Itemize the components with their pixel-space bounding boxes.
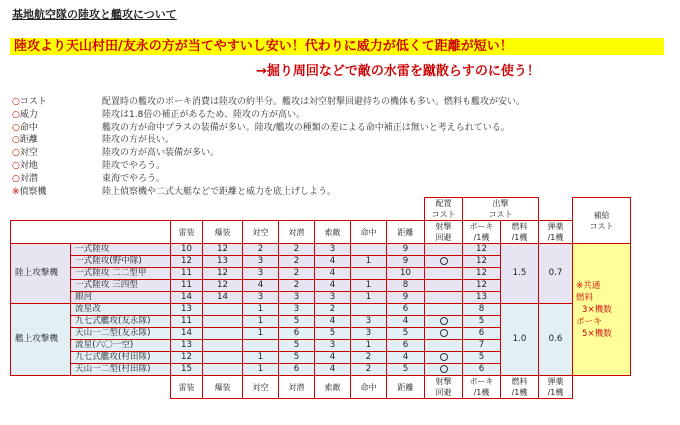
table-cell xyxy=(425,304,463,316)
table-cell: 6 xyxy=(387,304,425,316)
table-cell: 2 xyxy=(279,280,315,292)
note-key: ○対潜 xyxy=(12,173,38,184)
table-cell: 4 xyxy=(243,280,279,292)
table-cell xyxy=(425,316,463,328)
table-cell: 13 xyxy=(463,292,501,304)
table-cell: 9 xyxy=(387,256,425,268)
table-cell: 5 xyxy=(387,328,425,340)
column-header: 索敵 xyxy=(315,221,351,244)
column-header: ボーキ /1機 xyxy=(463,221,501,244)
column-header: 対空 xyxy=(243,376,279,399)
table-cell: 3 xyxy=(315,244,351,256)
column-header: 爆装 xyxy=(203,221,243,244)
note-text: 陸攻の方が高い装備が多い。 xyxy=(102,148,220,159)
note-mark: ○ xyxy=(12,160,20,171)
aircraft-comparison-table xyxy=(10,197,631,399)
table-cell xyxy=(351,304,387,316)
table-cell: 1 xyxy=(243,316,279,328)
aircraft-name: 天山一二型(村田隊) xyxy=(71,364,171,376)
table-cell xyxy=(425,256,463,268)
table-cell: 12 xyxy=(171,256,203,268)
table-cell xyxy=(425,244,463,256)
table-cell: 3 xyxy=(243,268,279,280)
column-header: 射撃 回避 xyxy=(425,221,463,244)
aircraft-name: 銀河 xyxy=(71,292,171,304)
column-header: 対潜 xyxy=(279,221,315,244)
note-key: ※偵察機 xyxy=(12,186,47,197)
table-cell xyxy=(425,268,463,280)
header-row xyxy=(11,221,631,244)
table-cell: 5 xyxy=(279,316,315,328)
evasion-mark-icon xyxy=(440,317,448,325)
table-cell xyxy=(425,364,463,376)
column-header: 対空 xyxy=(243,221,279,244)
footer-header-row xyxy=(11,376,631,399)
note-text: 配置時の艦攻のボーキ消費は陸攻の約半分。艦攻は対空射撃回避持ちの機体も多い。燃料も艦攻が安い。 xyxy=(102,97,526,107)
note-key: ○対地 xyxy=(12,160,38,171)
note-item xyxy=(12,109,525,122)
note-item xyxy=(12,173,525,186)
aircraft-name: 天山一二型(友永隊) xyxy=(71,328,171,340)
column-header: 射撃 回避 xyxy=(425,376,463,399)
group-label: 艦上攻撃機 xyxy=(11,304,71,376)
evasion-mark-icon xyxy=(440,257,448,265)
column-header: ボーキ /1機 xyxy=(463,376,501,399)
table-cell xyxy=(351,244,387,256)
table-cell: 4 xyxy=(387,352,425,364)
table-cell: 3 xyxy=(315,292,351,304)
table-cell: 12 xyxy=(171,352,203,364)
column-header: 雷装 xyxy=(171,221,203,244)
table-cell xyxy=(203,352,243,364)
table-cell: 2 xyxy=(351,364,387,376)
column-header: 燃料 /1機 xyxy=(501,221,539,244)
table-cell: 14 xyxy=(171,292,203,304)
table-cell: 2 xyxy=(279,268,315,280)
table-cell: 6 xyxy=(463,364,501,376)
column-header: 弾薬 /1機 xyxy=(539,221,573,244)
table-cell xyxy=(11,198,425,221)
note-key: ○対空 xyxy=(12,148,38,159)
table-cell: 1 xyxy=(243,352,279,364)
table-cell: 8 xyxy=(387,280,425,292)
column-header: 命中 xyxy=(351,221,387,244)
table-cell: 3 xyxy=(351,328,387,340)
supply-note-line: ※共通 xyxy=(576,280,601,291)
sortie-cost-header: 出撃 コスト xyxy=(463,198,539,221)
group-label: 陸上攻撃機 xyxy=(11,244,71,304)
note-item xyxy=(12,160,525,173)
table-cell: 10 xyxy=(387,268,425,280)
table-cell: 3 xyxy=(351,316,387,328)
column-header: 対潜 xyxy=(279,376,315,399)
note-mark: ○ xyxy=(12,173,20,184)
table-cell: 14 xyxy=(203,292,243,304)
column-header: 燃料 /1機 xyxy=(501,376,539,399)
evasion-mark-icon xyxy=(440,365,448,373)
table-cell: 12 xyxy=(203,280,243,292)
table-cell: 11 xyxy=(171,316,203,328)
table-cell xyxy=(351,268,387,280)
table-cell xyxy=(203,304,243,316)
table-cell: 14 xyxy=(171,328,203,340)
table-cell xyxy=(11,376,171,399)
table-cell: 4 xyxy=(387,316,425,328)
note-text: 艦攻の方が命中プラスの装備が多い。陸攻/艦攻の種類の差による命中補正は無いと考えられている。 xyxy=(102,122,510,133)
supply-note-line: 燃料 xyxy=(576,292,594,303)
table-cell: 12 xyxy=(463,268,501,280)
note-text: 陸上偵察機や二式大艇などで距離と威力を底上げしよう。 xyxy=(102,186,337,197)
table-cell: 4 xyxy=(315,256,351,268)
supply-note xyxy=(573,244,631,376)
supply-note-line: ボーキ xyxy=(576,316,602,327)
table-cell: 6 xyxy=(463,328,501,340)
table-cell: 12 xyxy=(203,268,243,280)
column-header: 索敵 xyxy=(315,376,351,399)
table-cell: 1 xyxy=(351,280,387,292)
table-cell: 11 xyxy=(171,280,203,292)
note-mark: ○ xyxy=(12,135,20,146)
aircraft-name: 一式陸攻(野中隊) xyxy=(71,256,171,268)
column-header: 雷装 xyxy=(171,376,203,399)
table-cell: 13 xyxy=(171,340,203,352)
table-cell: 2 xyxy=(243,244,279,256)
deploy-cost-header: 配置 コスト xyxy=(425,198,463,221)
note-key: ○威力 xyxy=(12,109,38,120)
table-cell: 4 xyxy=(315,268,351,280)
table-cell xyxy=(11,221,171,244)
table-cell xyxy=(203,316,243,328)
table-cell: 15 xyxy=(171,364,203,376)
table-cell: 1 xyxy=(351,340,387,352)
table-cell: 5 xyxy=(279,352,315,364)
note-key: ○コスト xyxy=(12,97,47,107)
table-cell: 3 xyxy=(315,340,351,352)
table-cell: 1 xyxy=(351,292,387,304)
note-mark: ○ xyxy=(12,97,20,107)
table-cell: 12 xyxy=(203,244,243,256)
table-cell: 12 xyxy=(463,244,501,256)
table-cell xyxy=(425,292,463,304)
table-cell: 6 xyxy=(387,340,425,352)
aircraft-name: 流星改 xyxy=(71,304,171,316)
table-cell: 5 xyxy=(463,352,501,364)
table-cell xyxy=(425,352,463,364)
table-cell: 1 xyxy=(243,328,279,340)
table-row xyxy=(11,244,631,256)
table-cell xyxy=(425,280,463,292)
table-cell xyxy=(203,340,243,352)
table-cell: 3 xyxy=(243,292,279,304)
table-cell xyxy=(425,328,463,340)
note-text: 陸攻は1.8倍の補正があるため、陸攻の方が高い。 xyxy=(102,109,305,120)
note-mark: ※ xyxy=(12,186,20,197)
supply-note-line: 3×機数 xyxy=(582,304,612,315)
banner-text: 陸攻より天山村田/友永の方が当てやすいし安い！代わりに威力が低くて距離が短い！ xyxy=(14,39,513,54)
table-cell xyxy=(203,328,243,340)
table-cell: 3 xyxy=(279,304,315,316)
table-cell xyxy=(573,376,631,399)
table-cell: 5 xyxy=(387,364,425,376)
aircraft-name: 一式陸攻 二二型甲 xyxy=(71,268,171,280)
table-cell: 6 xyxy=(279,364,315,376)
table-cell: 9 xyxy=(387,244,425,256)
table-cell: 3 xyxy=(243,256,279,268)
aircraft-name: 九七式艦攻(村田隊) xyxy=(71,352,171,364)
column-header: 爆装 xyxy=(203,376,243,399)
table-cell: 12 xyxy=(463,280,501,292)
table-cell: 4 xyxy=(315,364,351,376)
note-text: 東海でやろう。 xyxy=(102,173,166,184)
column-header: 弾薬 /1機 xyxy=(539,376,573,399)
note-mark: ○ xyxy=(12,148,20,159)
header-row-top xyxy=(11,198,631,221)
fuel-cost: 1.5 xyxy=(501,244,539,304)
note-mark: ○ xyxy=(12,109,20,120)
table-cell: 4 xyxy=(315,280,351,292)
table-cell: 1 xyxy=(243,364,279,376)
table-cell: 2 xyxy=(279,256,315,268)
table-cell: 5 xyxy=(463,316,501,328)
table-cell xyxy=(203,364,243,376)
table-cell: 9 xyxy=(387,292,425,304)
supply-cost-header: 補給 コスト xyxy=(573,198,631,244)
note-item xyxy=(12,122,525,135)
column-header: 距離 xyxy=(387,221,425,244)
aircraft-name: 九七式艦攻(友永隊) xyxy=(71,316,171,328)
table-cell: 11 xyxy=(171,268,203,280)
table-cell: 6 xyxy=(279,328,315,340)
column-header: 命中 xyxy=(351,376,387,399)
highlight-banner xyxy=(10,38,664,55)
table-cell: 12 xyxy=(463,256,501,268)
page-title: 基地航空隊の陸攻と艦攻について xyxy=(12,8,177,21)
evasion-mark-icon xyxy=(440,329,448,337)
table-cell: 1 xyxy=(351,256,387,268)
table-cell: 2 xyxy=(279,244,315,256)
note-mark: ○ xyxy=(12,122,20,133)
table-cell: 5 xyxy=(279,340,315,352)
table-cell: 8 xyxy=(463,304,501,316)
table-cell: 5 xyxy=(315,328,351,340)
aircraft-name: 一式陸攻 xyxy=(71,244,171,256)
aircraft-name: 流星(六〇一空) xyxy=(71,340,171,352)
table-cell: 3 xyxy=(279,292,315,304)
table-cell xyxy=(425,340,463,352)
table-cell xyxy=(539,198,573,221)
note-text: 陸攻の方が長い。 xyxy=(102,135,175,146)
table-cell: 2 xyxy=(351,352,387,364)
evasion-mark-icon xyxy=(440,353,448,361)
table-cell: 4 xyxy=(315,316,351,328)
table-cell xyxy=(243,340,279,352)
table-cell: 13 xyxy=(171,304,203,316)
fuel-cost: 1.0 xyxy=(501,304,539,376)
table-cell: 10 xyxy=(171,244,203,256)
table-row xyxy=(11,304,631,316)
note-key: ○距離 xyxy=(12,135,38,146)
table-cell: 4 xyxy=(315,352,351,364)
ammo-cost: 0.7 xyxy=(539,244,573,304)
column-header: 距離 xyxy=(387,376,425,399)
note-item xyxy=(12,134,525,147)
usage-note: →掘り周回などで敵の水雷を蹴散らすのに使う！ xyxy=(256,64,540,79)
note-text: 陸攻でやろう。 xyxy=(102,160,166,171)
table-cell: 7 xyxy=(463,340,501,352)
note-item xyxy=(12,96,525,109)
note-key: ○命中 xyxy=(12,122,38,133)
table-cell: 13 xyxy=(203,256,243,268)
aircraft-name: 一式陸攻 三四型 xyxy=(71,280,171,292)
note-item xyxy=(12,147,525,160)
comparison-notes xyxy=(12,96,525,198)
table-cell: 1 xyxy=(243,304,279,316)
supply-note-line: 5×機数 xyxy=(582,328,612,339)
ammo-cost: 0.6 xyxy=(539,304,573,376)
table-cell: 2 xyxy=(315,304,351,316)
